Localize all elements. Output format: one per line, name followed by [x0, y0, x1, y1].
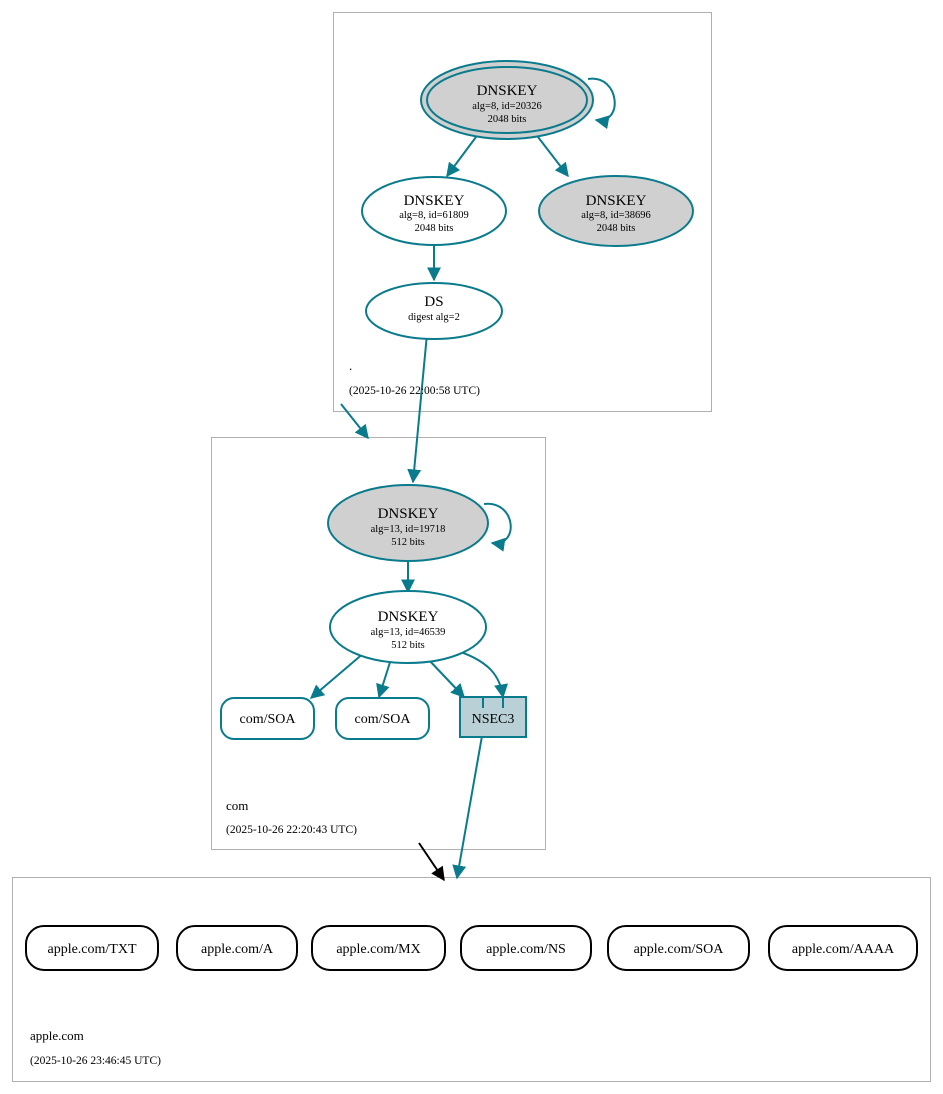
zone-timestamp-root: (2025-10-26 22:00:58 UTC) [349, 385, 480, 397]
node-com-soa-2-label: com/SOA [354, 712, 411, 727]
node-com-zsk-label: DNSKEY [377, 609, 439, 625]
node-apple-txt[interactable] [26, 926, 158, 970]
edge-com-zsk-to-soa1 [311, 652, 365, 698]
edge-root-ksk-to-38696 [538, 137, 568, 176]
zone-label-com: com [226, 798, 249, 813]
node-root-ds[interactable] [366, 283, 502, 339]
node-root-zsk-38696[interactable] [539, 176, 693, 246]
node-apple-a-label: apple.com/A [201, 942, 273, 957]
edge-com-zsk-to-nsec3-a [428, 659, 464, 697]
node-root-ds-line2: digest alg=2 [408, 312, 460, 323]
node-root-zsk-61809[interactable] [362, 177, 506, 245]
node-com-ksk[interactable] [328, 485, 488, 561]
node-com-soa-1[interactable] [221, 698, 314, 739]
node-root-zsk-38696-label: DNSKEY [585, 193, 647, 209]
node-root-zsk-38696-line2: alg=8, id=38696 [581, 210, 651, 221]
node-com-zsk[interactable] [330, 591, 486, 663]
node-root-ksk[interactable] [421, 61, 593, 139]
node-com-ksk-label: DNSKEY [377, 506, 439, 522]
node-root-ksk-label: DNSKEY [476, 83, 538, 99]
node-com-soa-1-label: com/SOA [239, 712, 296, 727]
zone-box-apple [13, 878, 931, 1082]
edge-root-ksk-to-61809 [447, 137, 476, 176]
node-root-zsk-61809-line3: 2048 bits [414, 223, 454, 234]
node-apple-aaaa-label: apple.com/AAAA [791, 942, 895, 957]
zone-timestamp-com: (2025-10-26 22:20:43 UTC) [226, 824, 357, 836]
node-root-ksk-line2: alg=8, id=20326 [472, 101, 542, 112]
node-apple-ns-label: apple.com/NS [486, 942, 566, 957]
node-com-ksk-line3: 512 bits [391, 537, 425, 548]
node-com-nsec3-label: NSEC3 [471, 712, 515, 727]
node-apple-soa[interactable] [608, 926, 749, 970]
zone-label-root: . [349, 358, 353, 373]
node-apple-aaaa[interactable] [769, 926, 917, 970]
node-root-zsk-38696-line3: 2048 bits [596, 223, 636, 234]
node-com-soa-2[interactable] [336, 698, 429, 739]
edge-root-zone-to-com-zone [341, 404, 368, 438]
node-apple-mx-label: apple.com/MX [336, 942, 421, 957]
edge-com-zsk-to-soa2 [379, 659, 391, 697]
node-com-ksk-line2: alg=13, id=19718 [370, 524, 446, 535]
node-com-zsk-line3: 512 bits [391, 640, 425, 651]
node-root-ds-label: DS [424, 294, 444, 310]
edge-ds-to-com-dnskey [413, 334, 427, 482]
node-apple-soa-label: apple.com/SOA [633, 942, 724, 957]
node-com-zsk-line2: alg=13, id=46539 [370, 627, 446, 638]
zone-label-apple: apple.com [30, 1028, 84, 1043]
edge-nsec3-to-apple-zone [457, 736, 482, 878]
node-apple-txt-label: apple.com/TXT [47, 942, 137, 957]
node-apple-mx[interactable] [312, 926, 445, 970]
node-com-nsec3[interactable] [460, 697, 526, 737]
node-apple-a[interactable] [177, 926, 297, 970]
edge-com-zone-to-apple-zone [419, 843, 444, 880]
node-root-zsk-61809-line2: alg=8, id=61809 [399, 210, 469, 221]
node-root-ksk-line3: 2048 bits [487, 114, 527, 125]
node-root-zsk-61809-label: DNSKEY [403, 193, 465, 209]
zone-timestamp-apple: (2025-10-26 23:46:45 UTC) [30, 1055, 161, 1067]
node-apple-ns[interactable] [461, 926, 591, 970]
